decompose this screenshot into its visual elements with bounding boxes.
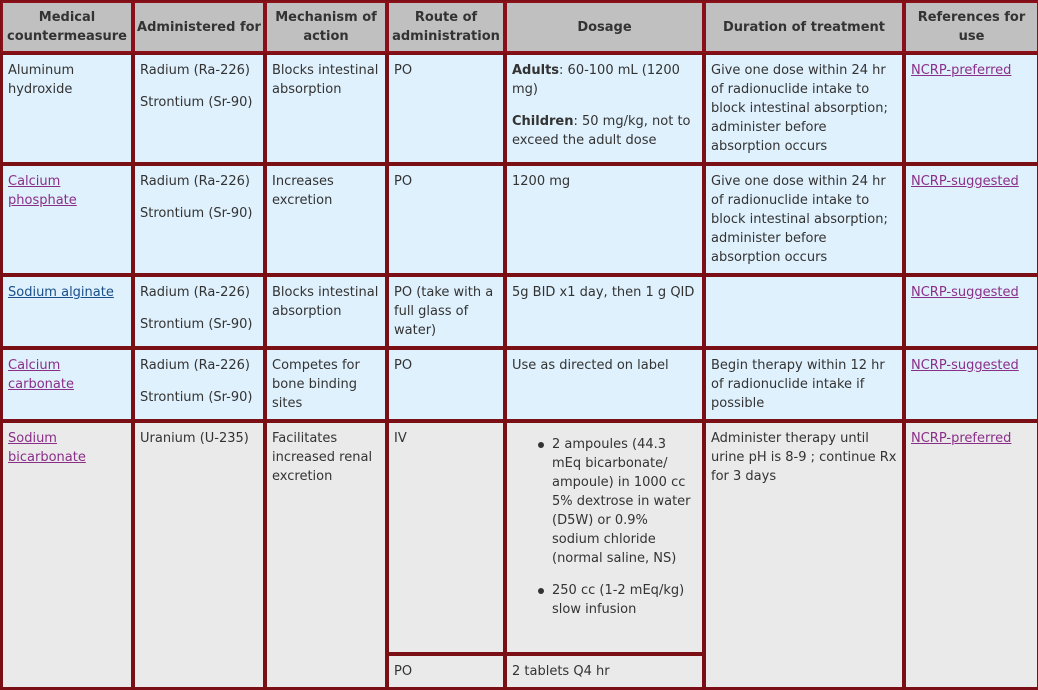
dosage-adults-label: Adults [512,63,560,78]
reference-link[interactable]: NCRP-preferred [911,431,1012,446]
administered-for-cell [133,164,265,275]
dosage-cell [505,421,704,654]
table-row [1,275,1038,348]
reference-cell [904,348,1038,421]
administered-for-item: Radium (Ra-226) [140,285,250,300]
duration-cell [704,275,904,348]
route-cell: IV [387,421,505,654]
header-dosage: Dosage [505,1,704,53]
header-mechanism: Mechanism of action [265,1,387,53]
reference-cell [904,53,1038,164]
mechanism-cell: Blocks intestinal absorption [265,53,387,164]
dosage-cell [505,53,704,164]
duration-cell: Give one dose within 24 hr of radionuclide intake to block intestinal absorption; administer before absorption occurs [704,164,904,275]
route-cell: PO [387,164,505,275]
duration-cell: Begin therapy within 12 hr of radionuclide intake if possible [704,348,904,421]
reference-link[interactable]: NCRP-suggested [911,285,1019,300]
countermeasure-link[interactable]: Sodium bicarbonate [8,431,86,465]
route-cell: PO [387,348,505,421]
dosage-cell: 2 tablets Q4 hr [505,654,704,689]
header-references: References for use [904,1,1038,53]
dosage-adults-text: : 60-100 mL (1200 mg) [512,63,680,97]
countermeasure-link[interactable]: Calcium phosphate [8,174,77,208]
administered-for-cell [133,275,265,348]
countermeasure-link[interactable]: Sodium alginate [8,285,114,300]
table-row [1,421,1038,654]
header-row [1,1,1038,53]
mechanism-cell: Competes for bone binding sites [265,348,387,421]
reference-link[interactable]: NCRP-suggested [911,358,1019,373]
table-row [1,53,1038,164]
route-cell: PO [387,53,505,164]
administered-for-item: Strontium (Sr-90) [140,317,253,332]
reference-cell [904,164,1038,275]
dosage-list [512,435,697,619]
countermeasure-cell [1,348,133,421]
countermeasure-cell [1,275,133,348]
mechanism-cell: Increases excretion [265,164,387,275]
header-duration: Duration of treatment [704,1,904,53]
header-administered-for: Administered for [133,1,265,53]
dosage-adults [512,61,697,99]
mechanism-cell: Blocks intestinal absorption [265,275,387,348]
table-row [1,164,1038,275]
table-row [1,348,1038,421]
reference-cell [904,275,1038,348]
countermeasure-cell [1,164,133,275]
administered-for-cell [133,348,265,421]
duration-cell: Give one dose within 24 hr of radionuclide intake to block intestinal absorption; administer before absorption occurs [704,53,904,164]
administered-for-cell [133,421,265,689]
administered-for-item: Radium (Ra-226) [140,358,250,373]
administered-for-item: Radium (Ra-226) [140,174,250,189]
administered-for-item: Uranium (U-235) [140,431,249,446]
header-route: Route of administration [387,1,505,53]
dosage-cell: 1200 mg [505,164,704,275]
dosage-children-label: Children [512,114,574,129]
reference-link[interactable]: NCRP-suggested [911,174,1019,189]
mechanism-cell: Facilitates increased renal excretion [265,421,387,689]
countermeasure-cell [1,421,133,689]
countermeasure-name: Aluminum hydroxide [1,53,133,164]
administered-for-cell [133,53,265,164]
route-cell: PO (take with a full glass of water) [387,275,505,348]
administered-for-item: Radium (Ra-226) [140,63,250,78]
reference-link[interactable]: NCRP-preferred [911,63,1012,78]
administered-for-item: Strontium (Sr-90) [140,206,253,221]
list-item: 2 ampoules (44.3 mEq bicarbonate/ ampoule) in 1000 cc 5% dextrose in water (D5W) or 0.9% sodium chloride (normal saline, NS) [552,435,697,568]
administered-for-item: Strontium (Sr-90) [140,95,253,110]
countermeasure-link[interactable]: Calcium carbonate [8,358,74,392]
dosage-children [512,112,697,150]
administered-for-item: Strontium (Sr-90) [140,390,253,405]
duration-cell: Administer therapy until urine pH is 8-9 ; continue Rx for 3 days [704,421,904,689]
dosage-cell: 5g BID x1 day, then 1 g QID [505,275,704,348]
list-item: 250 cc (1-2 mEq/kg) slow infusion [552,581,697,619]
header-countermeasure: Medical countermeasure [1,1,133,53]
dosage-children-text: : 50 mg/kg, not to exceed the adult dose [512,114,691,148]
dosage-cell: Use as directed on label [505,348,704,421]
reference-cell [904,421,1038,689]
route-cell: PO [387,654,505,689]
